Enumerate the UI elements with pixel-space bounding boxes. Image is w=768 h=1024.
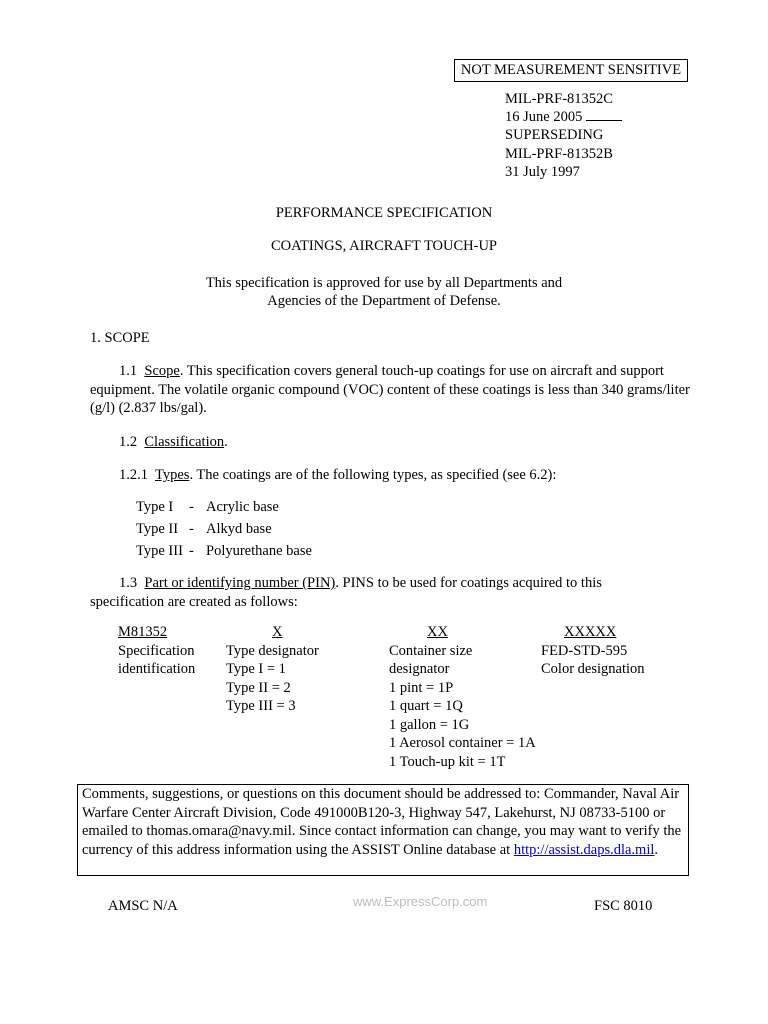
section-1-3-line-2: specification are created as follows: bbox=[90, 594, 298, 610]
type-3-name: Type III bbox=[136, 543, 183, 559]
pin-col-container-line: designator bbox=[389, 661, 450, 677]
section-1-1-text: . This specification covers general touch-up coatings for use on aircraft and support equipment. The volatile organic compound (VOC) content of these coatings is less than 340 grams/liter (g/l) (2.837 lbs/gal). bbox=[90, 363, 690, 416]
pin-col-color-line: Color designation bbox=[541, 661, 645, 677]
pin-col-type-head: X bbox=[272, 624, 283, 640]
watermark-text: www.ExpressCorp.com bbox=[353, 894, 488, 909]
pin-col-color-head: XXXXX bbox=[564, 624, 617, 640]
pin-col-type-line: Type I = 1 bbox=[226, 661, 286, 677]
pin-col-type bbox=[226, 623, 319, 716]
pin-col-type-line: Type II = 2 bbox=[226, 679, 291, 696]
subject-title: COATINGS, AIRCRAFT TOUCH-UP bbox=[270, 238, 497, 254]
scope-heading: 1. SCOPE bbox=[90, 330, 150, 346]
superseded-date: 31 July 1997 bbox=[505, 164, 580, 180]
pin-col-color bbox=[541, 623, 645, 679]
type-1-dash: - bbox=[189, 499, 194, 515]
section-1-3-number: 1.3 bbox=[119, 575, 138, 591]
section-1-1-number: 1.1 bbox=[119, 363, 138, 379]
pin-col-spec-line: identification bbox=[118, 661, 196, 677]
section-1-3-title: Part or identifying number (PIN) bbox=[144, 575, 336, 591]
comments-text: Comments, suggestions, or questions on this document should be addressed to: Commander, Naval Air Warfare Center Aircraft Division, Code 491000B120-3, Highway 547, Lakehurst, NJ 08733-5100 or emailed to thomas.omara@navy.mil. Since contact information can change, you may want to verify the currency of this address information using the ASSIST Online database at bbox=[82, 786, 682, 858]
doc-number: MIL-PRF-81352C bbox=[505, 91, 613, 107]
pin-col-type-line: Type designator bbox=[226, 642, 319, 659]
pin-col-container-line: 1 quart = 1Q bbox=[389, 698, 463, 714]
type-3-dash: - bbox=[189, 543, 194, 559]
type-2-desc: Alkyd base bbox=[206, 521, 272, 537]
pin-col-container-head: XX bbox=[427, 624, 448, 640]
section-1-1 bbox=[90, 362, 690, 418]
type-1-name: Type I bbox=[136, 499, 174, 515]
pin-col-spec-line: Specification bbox=[118, 642, 195, 659]
pin-col-container-line: Container size bbox=[389, 642, 473, 659]
type-2-dash: - bbox=[189, 521, 194, 537]
section-1-2-number: 1.2 bbox=[119, 434, 138, 450]
pin-col-container-line: 1 Aerosol container = 1A bbox=[389, 735, 536, 751]
superseded-number: MIL-PRF-81352B bbox=[505, 146, 613, 162]
fsc-label: FSC 8010 bbox=[594, 898, 653, 914]
approval-line-2: Agencies of the Department of Defense. bbox=[267, 293, 501, 309]
date-underline bbox=[586, 108, 622, 121]
superseding-label: SUPERSEDING bbox=[505, 127, 604, 143]
section-1-2-1-title: Types bbox=[155, 467, 190, 483]
doc-date: 16 June 2005 bbox=[505, 109, 583, 125]
section-1-2-period: . bbox=[224, 434, 228, 450]
pin-col-container-line: 1 Touch-up kit = 1T bbox=[389, 753, 506, 770]
comments-end: . bbox=[654, 841, 659, 858]
section-1-3-line-1 bbox=[119, 574, 602, 592]
section-1-2-1-number: 1.2.1 bbox=[119, 467, 148, 483]
pin-col-container-line: 1 pint = 1P bbox=[389, 679, 454, 696]
spec-type-title: PERFORMANCE SPECIFICATION bbox=[275, 205, 493, 221]
type-2-name: Type II bbox=[136, 521, 179, 537]
type-3-desc: Polyurethane base bbox=[206, 543, 312, 559]
pin-col-container bbox=[389, 623, 536, 771]
section-1-1-title: Scope bbox=[144, 363, 180, 379]
section-1-2-1-text: . The coatings are of the following types, as specified (see 6.2): bbox=[189, 467, 557, 483]
doc-date-block bbox=[505, 108, 622, 126]
pin-col-container-line: 1 gallon = 1G bbox=[389, 716, 470, 733]
comments-box bbox=[77, 784, 689, 876]
pin-col-color-line: FED-STD-595 bbox=[541, 642, 628, 659]
approval-line-1: This specification is approved for use by all Departments and bbox=[205, 275, 563, 291]
section-1-3-text: . PINS to be used for coatings acquired to this bbox=[335, 575, 602, 591]
section-1-2 bbox=[119, 433, 228, 451]
assist-online-link[interactable]: http://assist.daps.dla.mil bbox=[513, 841, 655, 858]
pin-col-spec-head: M81352 bbox=[118, 624, 168, 640]
amsc-label: AMSC N/A bbox=[108, 898, 178, 914]
pin-col-spec bbox=[118, 623, 195, 679]
sensitivity-box: NOT MEASUREMENT SENSITIVE bbox=[454, 59, 688, 82]
pin-col-type-line: Type III = 3 bbox=[226, 698, 296, 714]
type-1-desc: Acrylic base bbox=[206, 499, 279, 515]
section-1-2-title: Classification bbox=[144, 434, 225, 450]
section-1-2-1 bbox=[119, 466, 556, 484]
